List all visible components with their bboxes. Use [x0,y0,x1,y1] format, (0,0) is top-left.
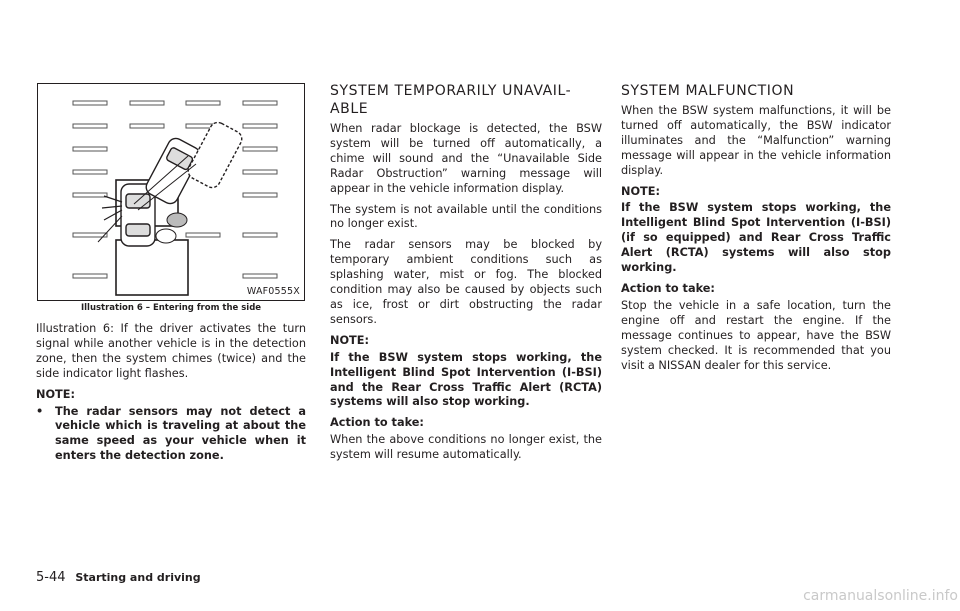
section-name: Starting and driving [75,571,201,584]
note-label: NOTE: [36,387,75,401]
own-vehicle [102,184,155,246]
note-text: If the BSW system stops working, the Intelligent Blind Spot Intervention (I-BSI) (if so equipped) and Rear Cross Traffic Alert (RCTA) systems will also stop working. [621,201,891,275]
note-label: NOTE: [330,333,369,347]
action-text: When the above conditions no longer exist, the system will resume automatically. [330,433,602,462]
paragraph: The radar sensors may be blocked by temporary ambient conditions such as splashing water, mist or fog. The blocked condition may also be caused by objects such as ice, frost or dirt obstructing the radar sensors. [330,238,602,326]
paragraph: When the BSW system malfunctions, it will be turned off automatically, the BSW indicator illuminates and the “Malfunction” warning message will appear in the vehicle information display. [621,104,891,177]
bullet-text: The radar sensors may not detect a vehicle which is traveling at about the same speed as your vehicle when it enters the detection zone. [55,404,306,463]
column-right [621,82,891,379]
bullet-item [36,405,306,465]
column-left [36,322,306,464]
note-label: NOTE: [621,184,660,198]
section-heading-unavailable: SYSTEM TEMPORARILY UNAVAIL-ABLE [330,83,572,117]
detection-zone-rear [116,240,188,295]
action-text: Stop the vehicle in a safe location, turn the engine off and restart the engine. If the message continues to appear, have the BSW system checked. It is recommended that you visit a NISSAN dealer for this service. [621,298,891,372]
illustration-description: Illustration 6: If the driver activates the turn signal while another vehicle is in the detection zone, then the system chimes (twice) and the side indicator light flashes. [36,322,306,380]
paragraph: The system is not available until the conditions no longer exist. [330,202,602,231]
page-footer [36,570,201,585]
traffic-diagram [38,84,304,300]
paragraph: When radar blockage is detected, the BSW system will be turned off automatically, a chime will sound and the “Unavailable Side Radar Obstruction” warning message will appear in the vehicle information display. [330,122,602,195]
watermark: carmanualsonline.info [803,588,958,604]
page-number: 5-44 [36,570,66,585]
section-heading-malfunction: SYSTEM MALFUNCTION [621,83,795,99]
action-label: Action to take: [330,416,424,430]
action-label: Action to take: [621,281,715,295]
note-text: If the BSW system stops working, the Intelligent Blind Spot Intervention (I-BSI) and the Rear Cross Traffic Alert (RCTA) systems will also stop working. [330,350,602,409]
indicator-ellipse [167,213,187,227]
figure-caption: Illustration 6 – Entering from the side [80,303,262,313]
bullet-marker: • [36,404,44,418]
column-middle [330,82,602,469]
figure-code: WAF0555X [246,286,300,297]
illustration-figure [37,83,305,301]
